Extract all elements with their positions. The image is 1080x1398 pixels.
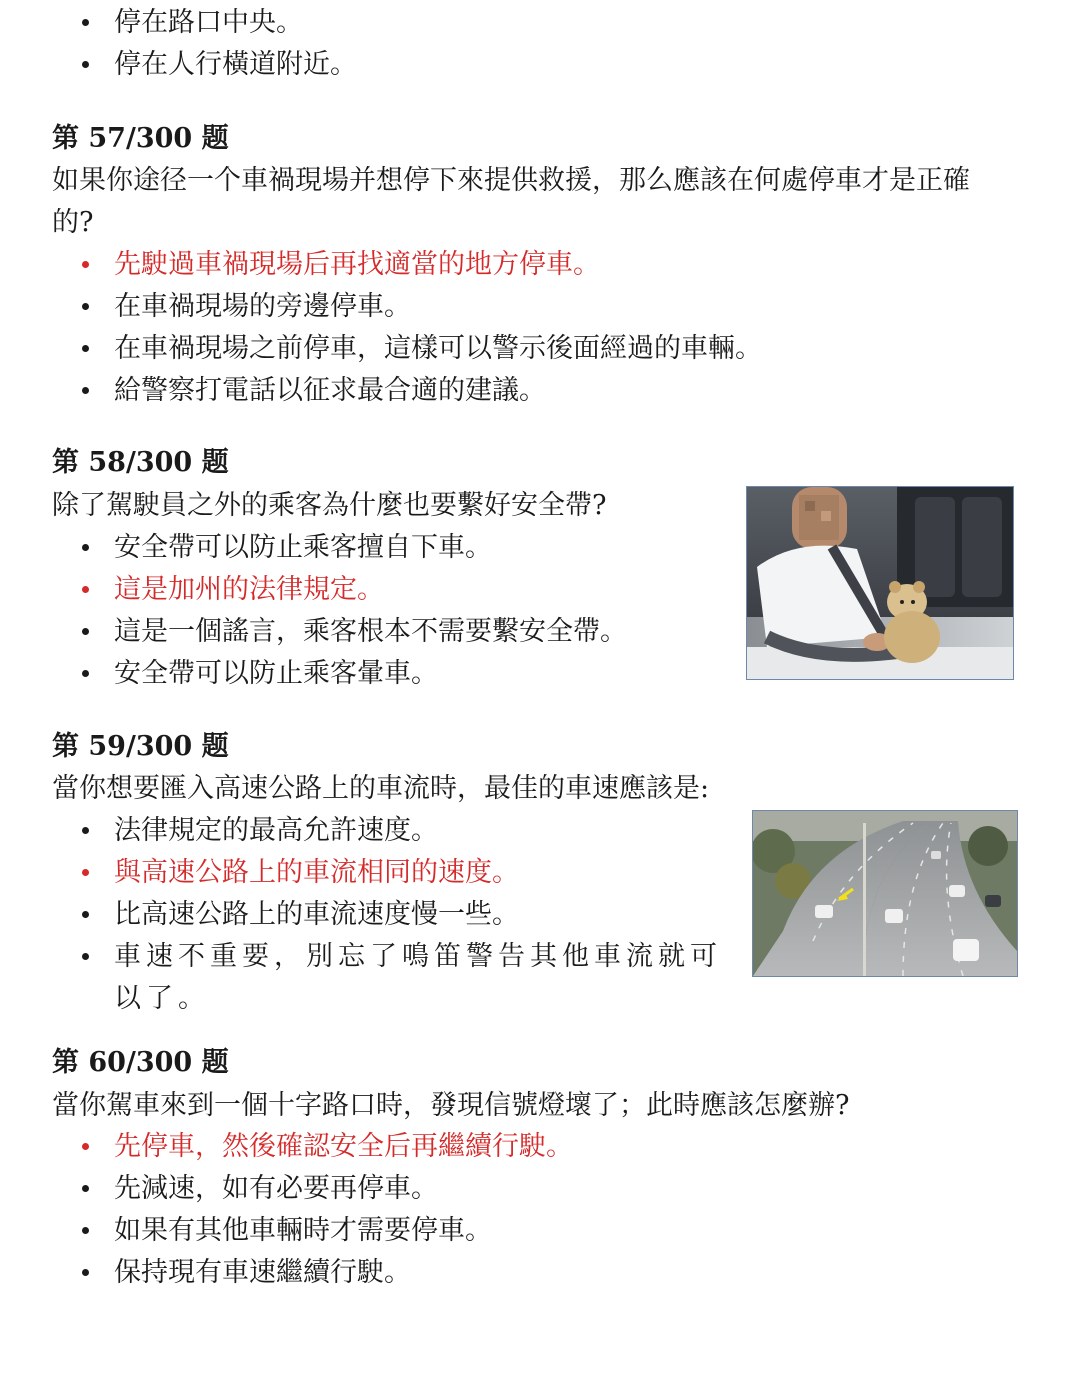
bullet	[82, 586, 89, 593]
bullet	[82, 911, 89, 918]
freeway-merge-illustration	[753, 811, 1017, 976]
option-text: 停在人行橫道附近。	[114, 49, 357, 80]
question-number-60: 第 60/300 题	[52, 1047, 229, 1078]
question-number-58: 第 58/300 题	[52, 447, 229, 478]
option-text: 法律規定的最高允許速度。	[114, 815, 438, 846]
question-text-60: 當你駕車來到一個十字路口時，發現信號燈壞了；此時應該怎麼辦?	[52, 1090, 850, 1121]
bullet	[82, 387, 89, 394]
bullet	[82, 1143, 89, 1150]
bullet	[82, 544, 89, 551]
question-line: 的?	[52, 207, 94, 238]
option-text: 比高速公路上的車流速度慢一些。	[114, 899, 519, 930]
bullet	[82, 670, 89, 677]
option-text: 車速不重要，別忘了鳴笛警告其他車流就可以了。	[114, 941, 722, 1014]
bullet	[82, 61, 89, 68]
bullet	[82, 827, 89, 834]
question-text-59: 當你想要匯入高速公路上的車流時，最佳的車速應該是:	[52, 773, 710, 804]
freeway-merge-photo	[752, 810, 1018, 977]
bullet	[82, 1185, 89, 1192]
question-text-57	[52, 160, 970, 244]
bullet	[82, 953, 89, 960]
seatbelt-child-photo	[746, 486, 1014, 680]
option-text: 先停車，然後確認安全后再繼續行駛。	[114, 1131, 573, 1162]
option-text: 與高速公路上的車流相同的速度。	[114, 857, 519, 888]
option-text: 這是一個謠言，乘客根本不需要繫安全帶。	[114, 616, 627, 647]
option-text: 在車禍現場的旁邊停車。	[114, 291, 411, 322]
option-text: 先減速，如有必要再停車。	[114, 1173, 438, 1204]
bullet	[82, 1227, 89, 1234]
question-text-58: 除了駕駛員之外的乘客為什麼也要繫好安全帶?	[52, 490, 607, 521]
option-text: 如果有其他車輛時才需要停車。	[114, 1215, 492, 1246]
option-text: 這是加州的法律規定。	[114, 574, 384, 605]
seatbelt-child-illustration	[747, 487, 1013, 679]
option-text: 保持現有車速繼續行駛。	[114, 1257, 411, 1288]
bullet	[82, 1269, 89, 1276]
bullet	[82, 19, 89, 26]
option-text: 安全帶可以防止乘客暈車。	[114, 658, 438, 689]
bullet	[82, 303, 89, 310]
bullet	[82, 628, 89, 635]
question-line: 如果你途径一个車禍現場并想停下來提供救援，那么應該在何處停車才是正確	[52, 165, 970, 196]
question-number-59: 第 59/300 题	[52, 731, 229, 762]
option-text: 在車禍現場之前停車，這樣可以警示後面經過的車輛。	[114, 333, 762, 364]
option-text: 停在路口中央。	[114, 7, 303, 38]
option-text: 安全帶可以防止乘客擅自下車。	[114, 532, 492, 563]
bullet	[82, 261, 89, 268]
option-text: 給警察打電話以征求最合適的建議。	[114, 375, 546, 406]
bullet	[82, 869, 89, 876]
bullet	[82, 345, 89, 352]
question-number-57: 第 57/300 题	[52, 123, 229, 154]
option-text: 先駛過車禍現場后再找適當的地方停車。	[114, 249, 600, 280]
